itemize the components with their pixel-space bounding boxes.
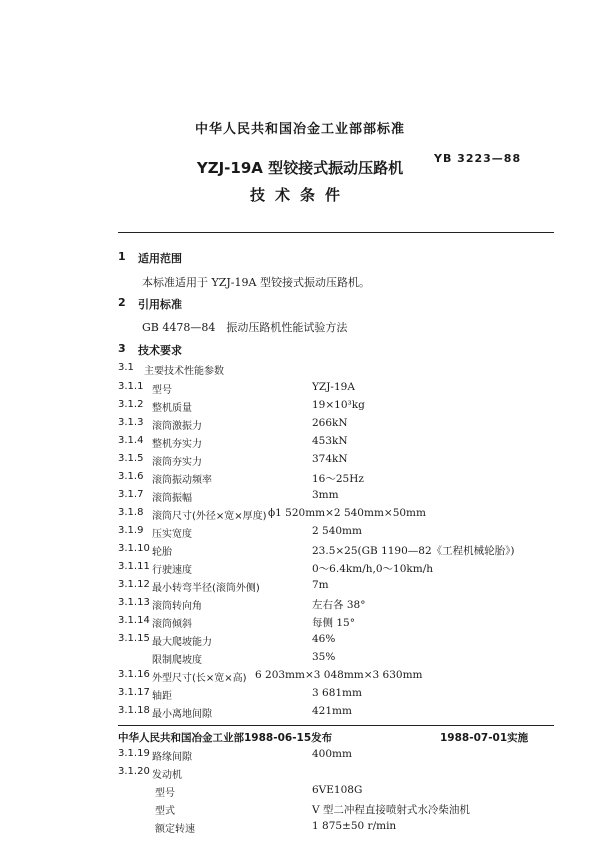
- spec-row: 3.1.9 压实宽度 2 540mm: [118, 525, 362, 540]
- section-2-body: GB 4478—84 振动压路机性能试验方法: [142, 321, 348, 334]
- spec-row: 3.1.5 滚筒夯实力 374kN: [118, 453, 348, 468]
- spec-row: 3.1.1 型号 YZJ-19A: [118, 381, 355, 396]
- spec-row: 3.1.2 整机质量 19×10³kg: [118, 399, 365, 414]
- spec-row: 3.1.14 滚筒倾斜 每侧 15°: [118, 615, 355, 630]
- spec-row: 3.1.15 最大爬坡能力 46%: [118, 633, 336, 648]
- spec-row: 3.1.3 滚筒激振力 266kN: [118, 417, 348, 432]
- footer-divider: [118, 725, 554, 726]
- spec-row: 限制爬坡度 35%: [152, 651, 336, 666]
- spec-row: 型式 V 型二冲程直接喷射式水冷柴油机: [155, 804, 470, 817]
- spec-row: 3.1.6 滚筒振动频率 16～25Hz: [118, 471, 364, 486]
- section-3-title: 技术要求: [138, 344, 182, 357]
- section-1-title: 适用范围: [138, 252, 182, 265]
- spec-row: 3.1.20 发动机: [118, 766, 182, 781]
- section-3-number: 3: [118, 342, 126, 355]
- effective-date: 1988-07-01实施: [440, 732, 529, 744]
- document-subtitle: 技术条件: [249, 186, 350, 204]
- spec-row: 3.1.7 滚筒振幅 3mm: [118, 489, 339, 504]
- standard-code: YB 3223—88: [434, 152, 522, 165]
- section-1-body: 本标准适用于 YZJ-19A 型铰接式振动压路机。: [142, 276, 370, 289]
- section-2-number: 2: [118, 296, 126, 309]
- spec-row: 型号 6VE108G: [155, 784, 363, 799]
- spec-heading-title: 主要技术性能参数: [144, 366, 224, 377]
- spec-heading-number: 3.1: [118, 362, 134, 373]
- spec-row: 3.1.19 路缘间隙 400mm: [118, 748, 352, 763]
- spec-row: 3.1.16 外型尺寸(长×宽×高) 6 203mm×3 048mm×3 630mm: [118, 669, 423, 684]
- issue-date: 中华人民共和国冶金工业部1988-06-15发布: [118, 732, 333, 744]
- header-divider: [118, 232, 554, 233]
- spec-row: 3.1.8 滚筒尺寸(外径×宽×厚度) ϕ1 520mm×2 540mm×50mm: [118, 507, 426, 522]
- spec-row: 3.1.10 轮胎 23.5×25(GB 1190—82《工程机械轮胎》): [118, 543, 515, 558]
- section-2-title: 引用标准: [138, 298, 182, 311]
- spec-row: 3.1.4 整机夯实力 453kN: [118, 435, 348, 450]
- spec-row: 3.1.12 最小转弯半径(滚筒外侧) 7m: [118, 579, 329, 594]
- spec-row: 3.1.11 行驶速度 0～6.4km/h,0～10km/h: [118, 561, 433, 576]
- spec-heading: [0, 362, 600, 376]
- spec-row: 3.1.17 轴距 3 681mm: [118, 687, 362, 702]
- section-1-number: 1: [118, 250, 126, 263]
- document-title: YZJ-19A 型铰接式振动压路机: [196, 159, 404, 177]
- spec-row: 额定转速 1 875±50 r/min: [155, 820, 397, 835]
- spec-row: 3.1.18 最小离地间隙 421mm: [118, 705, 352, 720]
- issuing-authority: 中华人民共和国冶金工业部部标准: [194, 122, 405, 137]
- spec-row: 3.1.13 滚筒转向角 左右各 38°: [118, 597, 366, 612]
